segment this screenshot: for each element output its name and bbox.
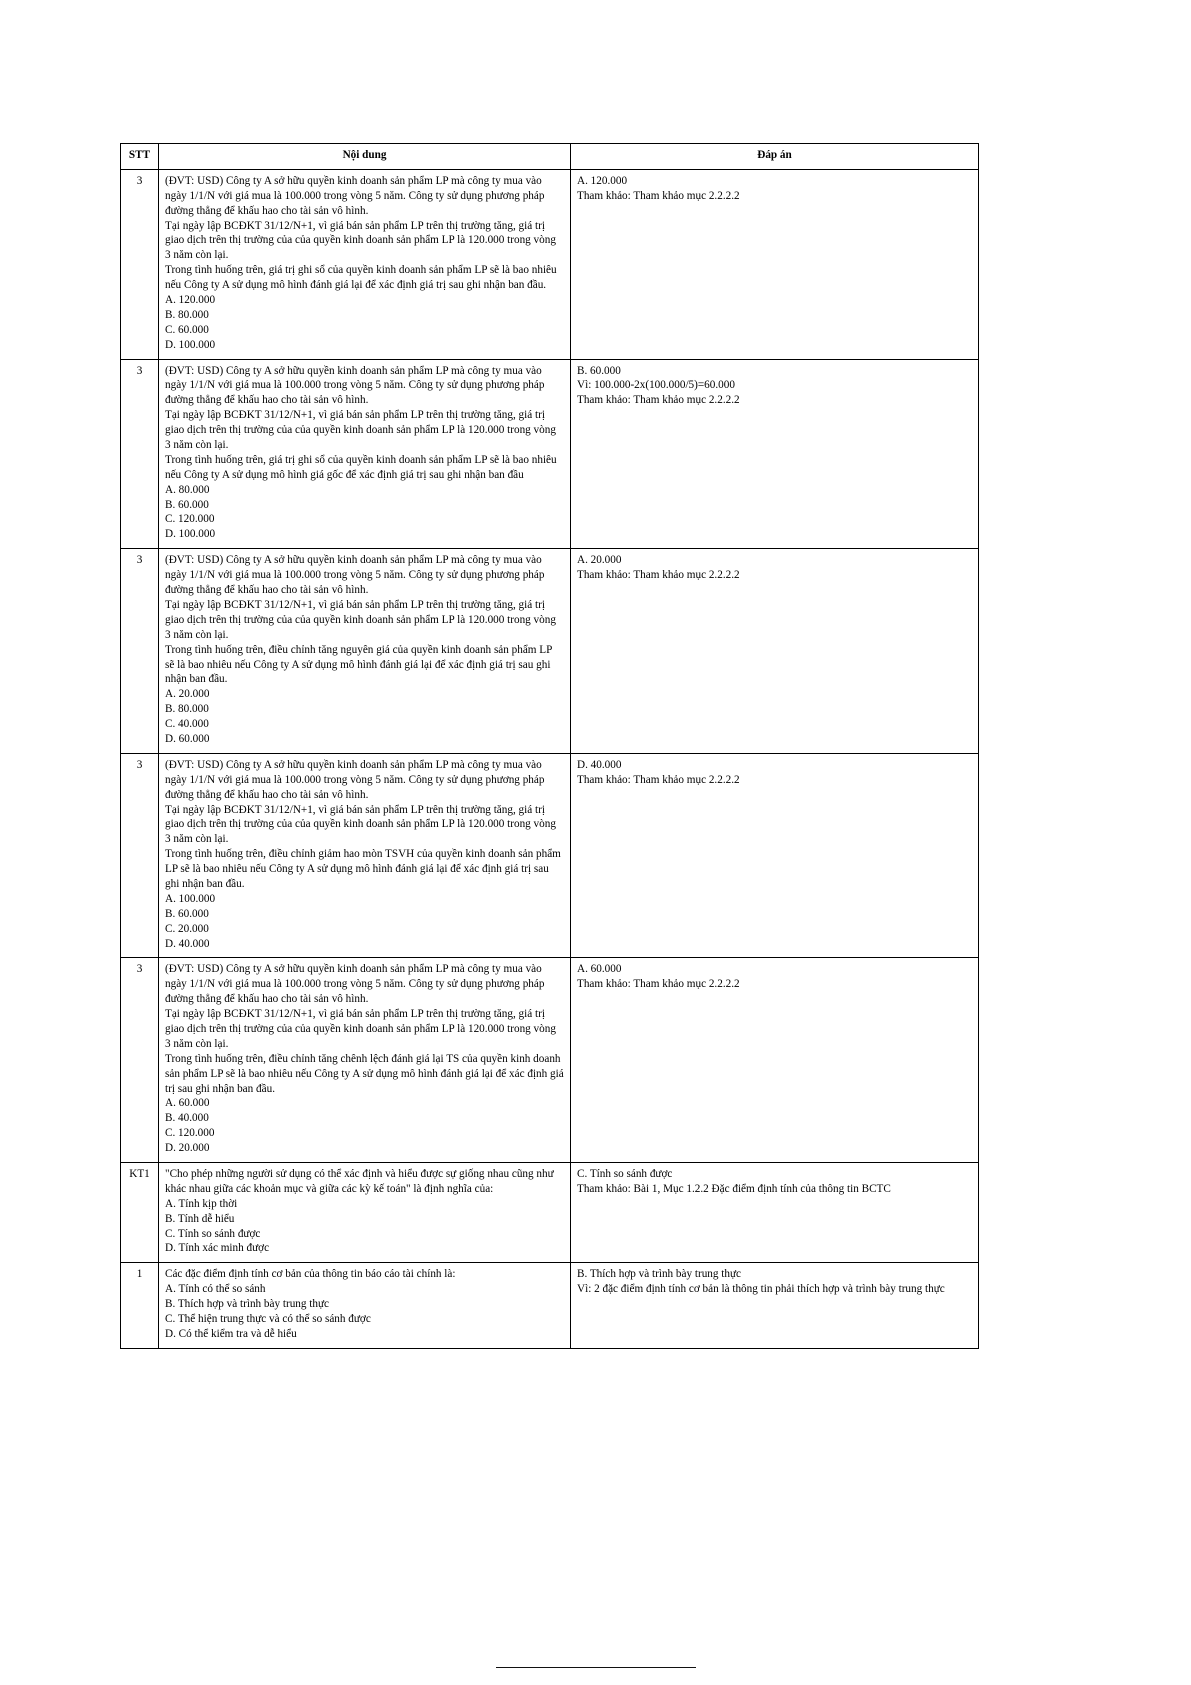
row-stt: 3 [121,958,159,1163]
content-line: (ĐVT: USD) Công ty A sở hữu quyền kinh doanh sản phẩm LP mà công ty mua vào ngày 1/1/N với giá mua là 100.000 trong vòng 5 năm. Công ty sử dụng phương pháp đường thẳng để khấu hao cho tài sản vô hình. [165,174,545,217]
content-line: (ĐVT: USD) Công ty A sở hữu quyền kinh doanh sản phẩm LP mà công ty mua vào ngày 1/1/N với giá mua là 100.000 trong vòng 5 năm. Công ty sử dụng phương pháp đường thẳng để khấu hao cho tài sản vô hình. [165,554,545,597]
option-a: A. 20.000 [165,688,210,701]
answer-choice: B. Thích hợp và trình bày trung thực [577,1268,742,1281]
option-d: D. 20.000 [165,1142,210,1155]
option-d: D. 100.000 [165,528,216,541]
row-answer [571,549,979,754]
header-row [121,144,979,170]
answer-choice: A. 60.000 [577,963,622,976]
option-a: A. Tính có thể so sánh [165,1283,266,1296]
table-header [121,144,979,170]
option-d: D. 60.000 [165,732,210,745]
option-c: C. 20.000 [165,922,209,935]
option-b: B. 80.000 [165,703,209,716]
option-b: B. Thích hợp và trình bày trung thực [165,1298,330,1311]
answer-choice: B. 60.000 [577,364,621,377]
option-a: A. 100.000 [165,892,216,905]
table-row [121,1263,979,1348]
content-line: Tại ngày lập BCĐKT 31/12/N+1, vì giá bán sản phẩm LP trên thị trường tăng, giá trị giao dịch trên thị trường của của quyền kinh doanh sản phẩm LP là 120.000 trong vòng 3 năm còn lại. [165,1008,556,1050]
option-c: C. 60.000 [165,323,209,336]
content-line: Tại ngày lập BCĐKT 31/12/N+1, vì giá bán sản phẩm LP trên thị trường tăng, giá trị giao dịch trên thị trường của của quyền kinh doanh sản phẩm LP là 120.000 trong vòng 3 năm còn lại. [165,803,556,846]
row-answer [571,753,979,958]
row-answer [571,169,979,359]
answer-choice: A. 20.000 [577,554,622,567]
option-c: C. Tính so sánh được [165,1227,261,1240]
row-content [159,359,571,549]
option-a: A. 80.000 [165,483,210,496]
answer-choice: D. 40.000 [577,758,622,771]
row-content [159,1163,571,1263]
option-d: D. Có thể kiểm tra và dễ hiểu [165,1327,297,1340]
answer-reference: Tham khảo: Tham khảo mục 2.2.2.2 [577,394,740,407]
row-answer [571,958,979,1163]
row-content [159,753,571,958]
column-header-dap-an: Đáp án [571,144,979,170]
row-content [159,958,571,1163]
answer-reference: Tham khảo: Tham khảo mục 2.2.2.2 [577,569,740,582]
table-row [121,169,979,359]
option-a: A. 120.000 [165,294,216,307]
answer-reference: Tham khảo: Tham khảo mục 2.2.2.2 [577,978,740,991]
option-c: C. 120.000 [165,1127,215,1140]
column-header-noi-dung: Nội dung [159,144,571,170]
row-content [159,549,571,754]
row-stt: KT1 [121,1163,159,1263]
answer-reference: Tham khảo: Tham khảo mục 2.2.2.2 [577,189,740,202]
content-line: (ĐVT: USD) Công ty A sở hữu quyền kinh doanh sản phẩm LP mà công ty mua vào ngày 1/1/N với giá mua là 100.000 trong vòng 5 năm. Công ty sử dụng phương pháp đường thẳng để khấu hao cho tài sản vô hình. [165,758,545,801]
option-b: B. 80.000 [165,308,209,321]
answer-explanation: Vì: 100.000-2x(100.000/5)=60.000 [577,379,735,392]
option-d: D. 100.000 [165,338,216,351]
table-body [121,169,979,1348]
footer-divider [496,1667,696,1668]
content-line: Tại ngày lập BCĐKT 31/12/N+1, vì giá bán sản phẩm LP trên thị trường tăng, giá trị giao dịch trên thị trường của của quyền kinh doanh sản phẩm LP là 120.000 trong vòng 3 năm còn lại. [165,219,556,262]
row-stt: 3 [121,549,159,754]
row-stt: 1 [121,1263,159,1348]
option-c: C. 120.000 [165,513,215,526]
row-answer [571,359,979,549]
table-row [121,958,979,1163]
content-line: (ĐVT: USD) Công ty A sở hữu quyền kinh doanh sản phẩm LP mà công ty mua vào ngày 1/1/N với giá mua là 100.000 trong vòng 5 năm. Công ty sử dụng phương pháp đường thẳng để khấu hao cho tài sản vô hình. [165,364,545,407]
answer-choice: A. 120.000 [577,174,628,187]
answer-reference: Tham khảo: Tham khảo mục 2.2.2.2 [577,773,740,786]
option-b: B. 60.000 [165,498,209,511]
option-c: C. Thể hiện trung thực và có thể so sánh được [165,1313,371,1326]
row-answer [571,1263,979,1348]
content-line: Tại ngày lập BCĐKT 31/12/N+1, vì giá bán sản phẩm LP trên thị trường tăng, giá trị giao dịch trên thị trường của của quyền kinh doanh sản phẩm LP là 120.000 trong vòng 3 năm còn lại. [165,409,556,452]
answer-explanation: Vì: 2 đặc điểm định tính cơ bản là thông tin phải thích hợp và trình bày trung thực [577,1283,945,1296]
option-b: B. 60.000 [165,907,209,920]
row-content [159,169,571,359]
option-a: A. Tính kịp thời [165,1197,238,1210]
content-line: Trong tình huống trên, điều chỉnh tăng chênh lệch đánh giá lại TS của quyền kinh doanh sản phẩm LP sẽ là bao nhiêu nếu Công ty A sử dụng mô hình đánh giá lại để xác định giá trị sau ghi nhận ban đầu. [165,1052,564,1095]
row-stt: 3 [121,359,159,549]
content-line: Trong tình huống trên, giá trị ghi sổ của quyền kinh doanh sản phẩm LP sẽ là bao nhiêu nếu Công ty A sử dụng mô hình giá gốc để xác định giá trị sau ghi nhận ban đầu [165,453,557,481]
option-a: A. 60.000 [165,1097,210,1110]
row-stt: 3 [121,753,159,958]
option-b: B. 40.000 [165,1112,209,1125]
content-line: Trong tình huống trên, điều chỉnh giảm hao mòn TSVH của quyền kinh doanh sản phẩm LP sẽ là bao nhiêu nếu Công ty A sử dụng mô hình đánh giá lại để xác định giá trị sau ghi nhận ban đầu. [165,848,561,890]
row-stt: 3 [121,169,159,359]
row-content [159,1263,571,1348]
option-d: D. 40.000 [165,937,210,950]
content-line: Trong tình huống trên, điều chỉnh tăng nguyên giá của quyền kinh doanh sản phẩm LP sẽ là bao nhiêu nếu Công ty A sử dụng mô hình đánh giá lại để xác định giá trị sau ghi nhận ban đầu. [165,643,552,686]
answer-choice: C. Tính so sánh được [577,1168,673,1180]
table-row [121,359,979,549]
content-line: Trong tình huống trên, giá trị ghi sổ của quyền kinh doanh sản phẩm LP sẽ là bao nhiêu nếu Công ty A sử dụng mô hình đánh giá lại để xác định giá trị sau ghi nhận ban đầu. [165,264,557,292]
column-header-stt: STT [121,144,159,170]
content-line: Các đặc điểm định tính cơ bản của thông tin báo cáo tài chính là: [165,1268,456,1281]
table-row [121,549,979,754]
table-row [121,1163,979,1263]
content-line: (ĐVT: USD) Công ty A sở hữu quyền kinh doanh sản phẩm LP mà công ty mua vào ngày 1/1/N với giá mua là 100.000 trong vòng 5 năm. Công ty sử dụng phương pháp đường thẳng để khấu hao cho tài sản vô hình. [165,963,545,1006]
option-c: C. 40.000 [165,718,209,731]
answer-reference: Tham khảo: Bài 1, Mục 1.2.2 Đặc điểm định tính của thông tin BCTC [577,1182,891,1195]
qa-table [120,143,979,1349]
content-line: "Cho phép những người sử dụng có thể xác định và hiểu được sự giống nhau cũng như khác nhau giữa các khoản mục và giữa các kỳ kế toán" là định nghĩa của: [165,1168,554,1195]
row-answer [571,1163,979,1263]
content-line: Tại ngày lập BCĐKT 31/12/N+1, vì giá bán sản phẩm LP trên thị trường tăng, giá trị giao dịch trên thị trường của của quyền kinh doanh sản phẩm LP là 120.000 trong vòng 3 năm còn lại. [165,598,556,641]
table-row [121,753,979,958]
option-b: B. Tính dễ hiểu [165,1212,235,1225]
option-d: D. Tính xác minh được [165,1242,270,1255]
